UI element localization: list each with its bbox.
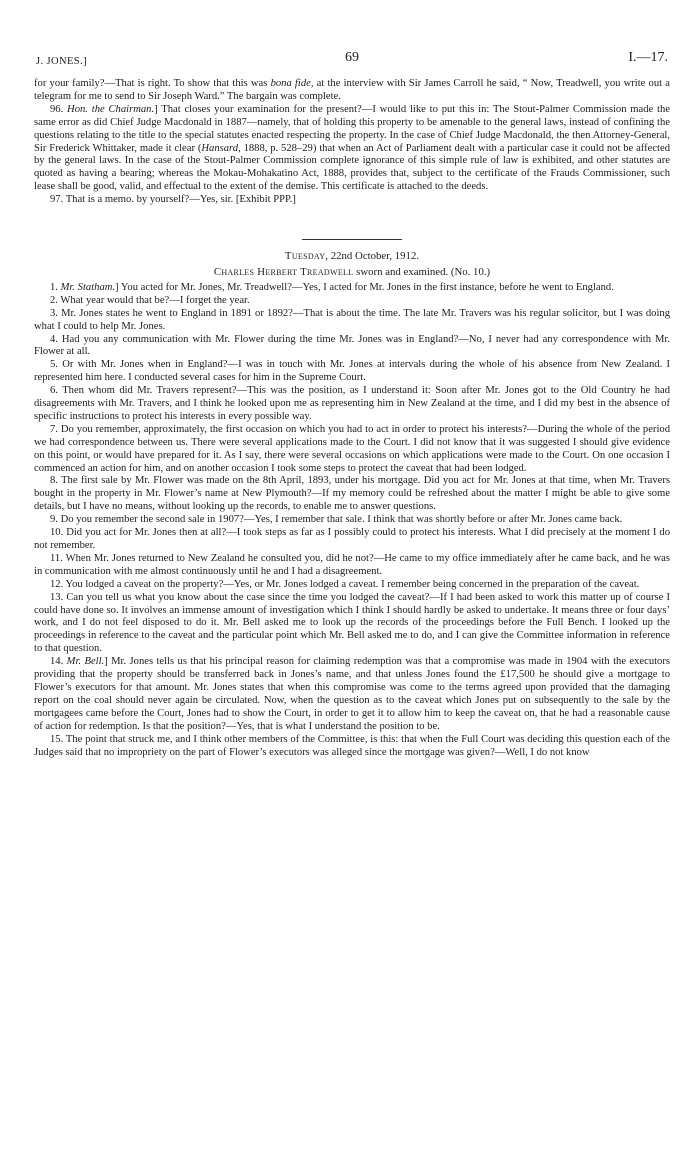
session-date-rest: , 22nd October, 1912. [325, 250, 420, 263]
testimony-continued [34, 78, 670, 207]
witness-sworn-line [34, 266, 670, 279]
paragraph-text: 10. Did you act for Mr. Jones then at all?—I took steps as far as I possibly could to protect his interests. What I did precisely at the moment I do not remember. [34, 527, 670, 551]
paragraph-text: 11. When Mr. Jones returned to New Zealand he consulted you, did he not?—He came to my office immediately after he came back, and he was in communication with me almost continuously until he and I had a disagreement. [34, 552, 670, 577]
paragraph [34, 104, 670, 194]
paragraph-text: 97. That is a memo. by yourself?—Yes, sir. [Exhibit PPP.] [50, 194, 296, 206]
paragraph-text: 6. Then whom did Mr. Travers represent?—This was the position, as I understand it: Soon after Mr. Jones got to the Old Country he had disagreements with Mr. Travers, and I think he looked upon me as representing him in New Zealand at the time, and I did my best in the absence of specific instructions to protect his interests in every possible way. [34, 385, 670, 422]
sworn-text: sworn and examined. (No. 10.) [353, 265, 491, 278]
paragraph [34, 78, 670, 104]
paragraph-text: 4. Had you any communication with Mr. Flower during the time Mr. Jones was in England?—No, I never had any correspondence with Mr. Flower at all. [34, 333, 670, 358]
paragraph-text: 5. Or with Mr. Jones when in England?—I was in touch with Mr. Jones at intervals during the whole of his absence from New Zealand. I represented him here. I conducted several cases for him in the Supreme Court. [34, 359, 670, 384]
session-day: Tuesday [284, 250, 326, 263]
document-page [34, 52, 670, 759]
paragraph-text: 3. Mr. Jones states he went to England in 1891 or 1892?—That is about the time. The late Mr. Travers was his regular solicitor, but I was doing what I could to help Mr. Jones. [34, 307, 670, 332]
paragraph-text: at the interview with Sir James Carroll he said, “ Now, Treadwell, you write out a telegram for me to send to Sir Joseph Ward.” The bargain was complete. [34, 78, 670, 102]
page-number: 69 [345, 50, 359, 65]
paragraph [34, 334, 670, 360]
paragraph-text: ] That closes your examination for the present?—I would like to put this in: The Stout-Palmer Commission made the same error as did Chief Judge Macdonald in 1887—namely, that of holding this property to be amenable to the general laws, instead of confining the questions relating to the title to the special statutes enacted respecting the property. In the case of Chief Judge Macdonald, the then Attorney-General, Sir Frederick Whittaker, made it clear ( [34, 103, 670, 154]
paragraph [34, 194, 670, 207]
italic-text: bona fide, [270, 78, 314, 89]
paragraph [34, 579, 670, 592]
paragraph-text: 15. The point that struck me, and I think other members of the Committee, is this: that when the Full Court was deciding this question each of the Judges said that no impropriety on the part of Flower’s executors was alleged since the mortgage was given?—Well, I do not know [34, 733, 670, 758]
paragraph-text: 14. [50, 656, 67, 668]
paragraph-text: for your family?—That is right. To show that this was [34, 78, 271, 89]
paragraph-text: 7. Do you remember, approximately, the first occasion on which you had to act in order to protect his interests?—During the whole of the period we had correspondence between us. There were several applications made to the Court. I did not know that it was suggested I should give evidence on this point, or would have prepared for it. As I say, there were several occasions on which applications were made to the Court. On one occasion I commenced an action for him, and on another occasion I took some steps to protect the caveat that had been lodged. [34, 423, 670, 474]
paragraph-text: 12. You lodged a caveat on the property?—Yes, or Mr. Jones lodged a caveat. I remember being concerned in the preparation of the caveat. [50, 578, 640, 590]
italic-text: Hon. the Chairman. [67, 103, 155, 115]
paragraph-text: 96. [50, 103, 68, 115]
paragraph [34, 295, 670, 308]
session-date [34, 250, 670, 263]
paragraph [34, 592, 670, 657]
paragraph-text: 1. [50, 281, 61, 293]
paragraph [34, 424, 670, 476]
paragraph [34, 282, 670, 295]
paragraph-text: ] You acted for Mr. Jones, Mr. Treadwell?—Yes, I acted for Mr. Jones in the first instance, before he went to England. [115, 281, 614, 293]
page-header [34, 52, 670, 78]
paragraph-text: 8. The first sale by Mr. Flower was made on the 8th April, 1893, under his mortgage. Did you act for Mr. Jones at that time, when Mr. Travers bought in the property in Mr. Flower’s name at New Plymouth?—If my memory could be refreshed about the matter I might be able to give some details, but I have no means, without looking up the records, to enable me to answer questions. [34, 475, 670, 513]
paragraph [34, 514, 670, 527]
paragraph [34, 527, 670, 553]
header-witness-name: J. JONES.] [36, 56, 87, 67]
paragraph-text: 9. Do you remember the second sale in 1907?—Yes, I remember that sale. I think that was shortly before or after Mr. Jones came back. [50, 514, 623, 526]
paragraph [34, 475, 670, 514]
paragraph [34, 553, 670, 579]
italic-text: Hansard, [201, 142, 241, 154]
paragraph [34, 308, 670, 334]
witness-name: Charles Herbert Treadwell [213, 265, 354, 278]
paragraph-text: 1888, p. 528–29) that when an Act of Parliament dealt with a particular case it could not be affected by the general laws. In the case of the Stout-Palmer Commission complete ignorance of this simple rule of law is exhibited, and other statutes are quoted as having a bearing; whereas the Mokau-Mohakatino Act, 1888, provides that, subject to the certificate of the Frauds Commissioner, such lease shall be good, valid, and effectual to the extent of the demise. This certificate is attached to the deeds. [34, 142, 670, 193]
paragraph-text: 13. Can you tell us what you know about the case since the time you lodged the caveat?—If I had been asked to work this matter up of course I could have done so. It involves an immense amount of investigation which I think I should hardly be asked to undertake. It means three or four days’ work, and I do not feel disposed to do it. Mr. Bell asked me to look up the records of the proceedings before the Full Bench. I looked up the proceedings in reference to the caveat and the particular point which Mr. Bell asked me to do, and I can give the Committee information in reference to that question. [34, 591, 670, 655]
paragraph-text: 2. What year would that be?—I forget the year. [50, 294, 250, 306]
italic-text: Mr. Bell. [66, 656, 105, 668]
paragraph [34, 385, 670, 424]
paragraph [34, 734, 670, 760]
italic-text: Mr. Statham. [60, 281, 116, 293]
testimony-treadwell [34, 282, 670, 760]
paragraph [34, 656, 670, 733]
paper-reference: I.—17. [628, 50, 668, 65]
paragraph-text: ] Mr. Jones tells us that his principal reason for claiming redemption was that a compromise was made in 1904 with the executors providing that the property should be transferred back in Jones’s name, and that unless Jones found the £17,500 he should give a mortgage to Flower’s executors for that amount. Mr. Jones states that when this compromise was come to the terms agreed upon provided that the damaging report on the coal should never again be circulated. Now, when the question as to the caveat which Jones put on subsequently to the sale by the mortgagees came before the Court, Jones had to show the Court, in order to get it to allow him to keep the caveat on, that he had a reasonable cause of action for redemption. Is that the position?—Yes, that is what I understand the position to be. [34, 656, 671, 732]
section-divider [302, 239, 402, 240]
paragraph [34, 359, 670, 385]
